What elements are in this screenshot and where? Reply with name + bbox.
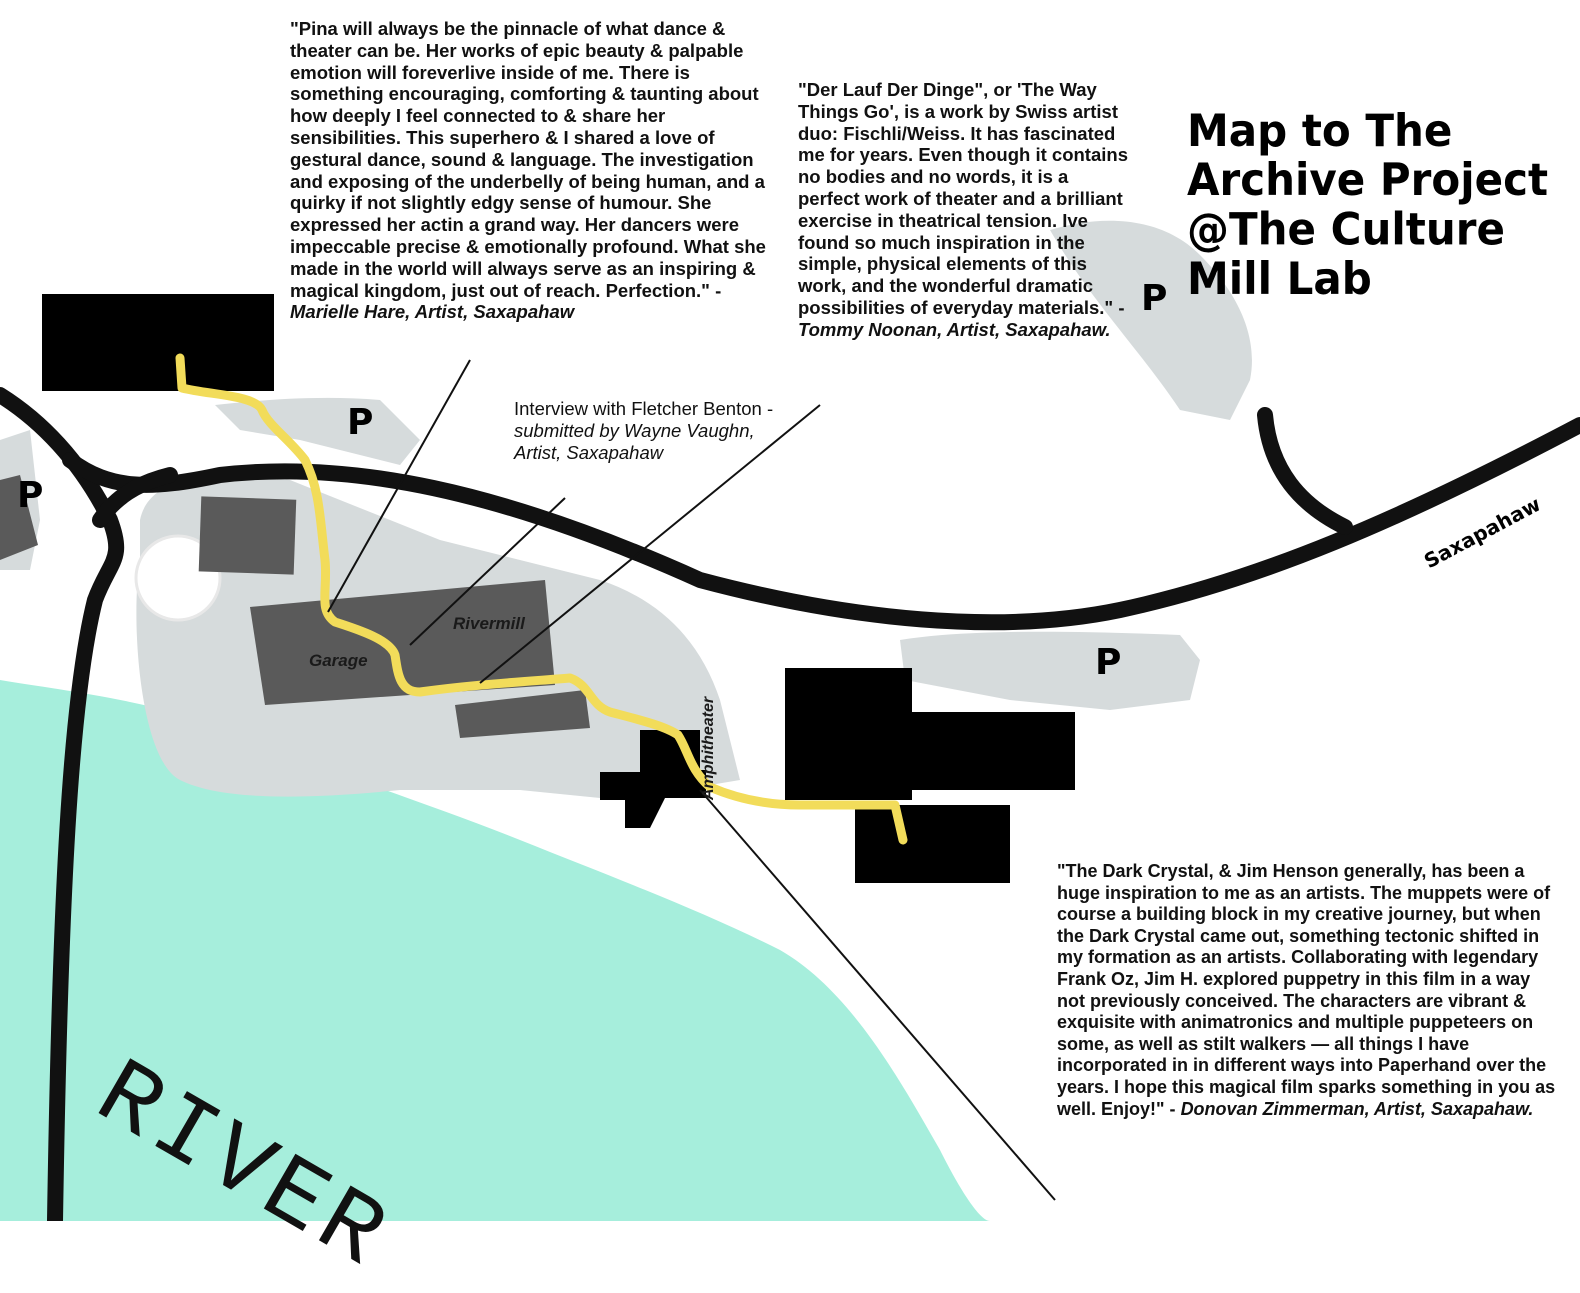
parking-icon: P	[347, 402, 374, 443]
title-line: @The Culture	[1187, 203, 1505, 256]
quote-attribution: submitted by Wayne Vaughn, Artist, Saxapahaw	[514, 419, 755, 463]
quote-marielle-hare	[290, 18, 770, 323]
quote-donovan-zimmerman	[1057, 861, 1557, 1120]
quote-text: Interview with Fletcher Benton -	[514, 398, 774, 419]
parking-icon: P	[1141, 278, 1168, 319]
amphitheater-label: Amphitheater	[700, 696, 717, 800]
quote-text: "The Dark Crystal, & Jim Henson generally, has been a huge inspiration to me as an artists. The muppets were of course a building block in my creative journey, but when the Dark Crystal came out, something tectonic shifted in my formation as an artists. Collaborating with legendary Frank Oz, Jim H. explored puppetry in this film in a way not previously conceived. The characters are vibrant & exquisite with animatronics and multiple puppeteers on some, as well as stilt walkers — all things I have incorporated in in different ways into Paperhand over the years. I hope this magical film sparks something in you as well. Enjoy!" -	[1057, 861, 1556, 1119]
quote-text: "Pina will always be the pinnacle of what dance & theater can be. Her works of epic beauty & palpable emotion will foreverlive inside of me. There is something encouraging, comforting & taunting about how deeply I feel connected to & share her sensibilities. This superhero & I shared a love of gestural dance, sound & language. The investigation and exposing of the underbelly of being human, and a quirky if not slightly edgy sense of humour. She expressed her actin a grand way. Her dancers were impeccable precise & emotionally profound. What she made in the world will always serve as an inspiring & magical kingdom, just out of reach. Perfection." -	[290, 18, 766, 301]
road-label: Saxapahaw	[1420, 491, 1545, 574]
quote-fletcher-benton	[514, 398, 774, 463]
quote-tommy-noonan	[798, 79, 1128, 341]
parking-icon: P	[1095, 642, 1122, 683]
quote-attribution: Tommy Noonan, Artist, Saxapahaw.	[798, 318, 1111, 340]
quote-text: "Der Lauf Der Dinge", or 'The Way Things Go', is a work by Swiss artist duo: Fischli/Weiss. It has fascinated me for years. Even though it contains no bodies and no words, it is a perfect work of theater and a brilliant exercise in theatrical tension. Ive found so much inspiration in the simple, physical elements of this work, and the wonderful dramatic possibilities of everyday materials." -	[798, 79, 1128, 318]
quote-attribution: Donovan Zimmerman, Artist, Saxapahaw.	[1180, 1098, 1534, 1119]
rivermill-label: Rivermill	[453, 614, 525, 633]
title-line: Map to The	[1187, 104, 1453, 157]
garage-label: Garage	[309, 651, 368, 670]
quote-attribution: Marielle Hare, Artist, Saxapahaw	[290, 301, 575, 323]
title-line: Archive Project	[1187, 154, 1549, 206]
parking-icon: P	[17, 475, 44, 516]
river-label: RIVER	[77, 1040, 408, 1293]
title-line: Mill Lab	[1187, 253, 1372, 305]
map-title	[1187, 106, 1567, 303]
